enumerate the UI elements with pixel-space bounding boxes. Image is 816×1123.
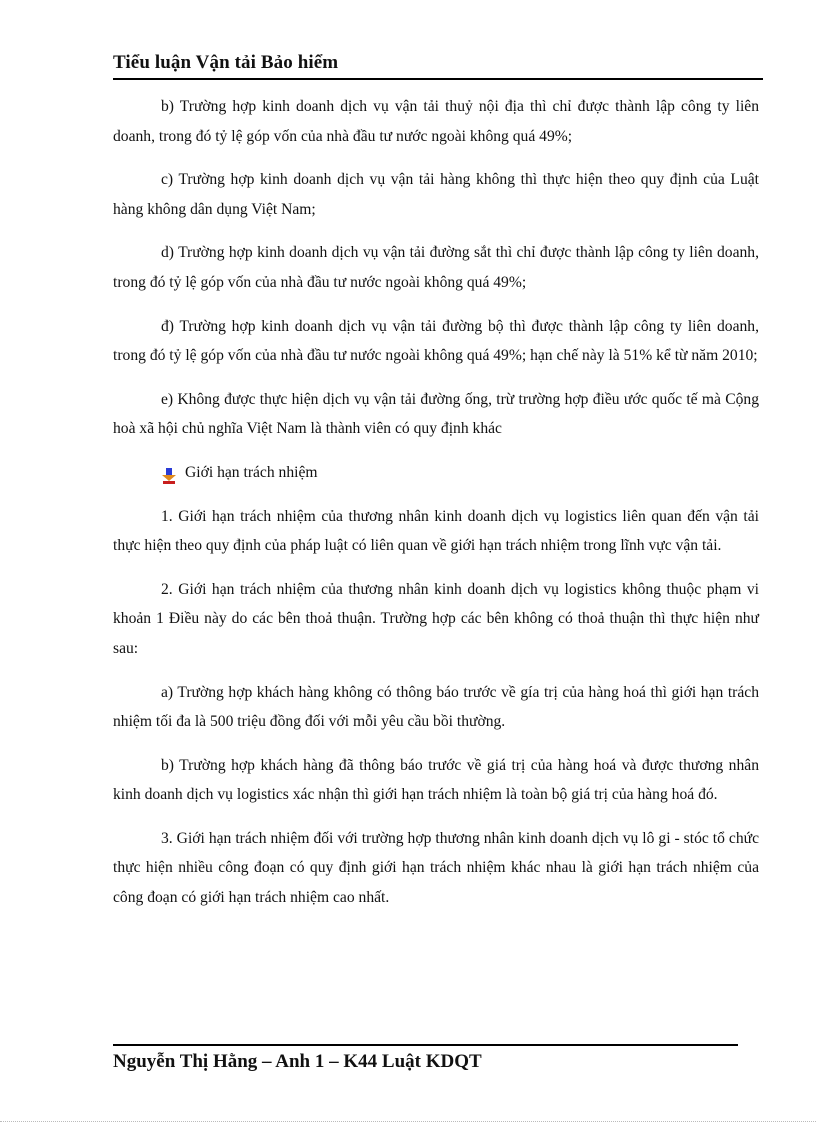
paragraph: d) Trường hợp kinh doanh dịch vụ vận tải đường sắt thì chỉ được thành lập công ty liên doanh, trong đó tỷ lệ góp vốn của nhà đầu tư nước ngoài không quá 49%; <box>113 244 759 291</box>
paragraph: 3. Giới hạn trách nhiệm đối với trường hợp thương nhân kinh doanh dịch vụ lô gi - stóc tổ chức thực hiện nhiều công đoạn có quy định giới hạn trách nhiệm khác nhau là giới hạn trách nhiệm của công đoạn có giới hạn trách nhiệm cao nhất. <box>113 829 759 907</box>
paragraph: b) Trường hợp khách hàng đã thông báo trước về giá trị của hàng hoá và được thương nhân kinh doanh dịch vụ logistics xác nhận thì giới hạn trách nhiệm là toàn bộ giá trị của hàng hoá đó. <box>113 756 759 804</box>
section-heading <box>113 458 759 488</box>
document-body <box>113 92 759 913</box>
arrow-down-bullet-icon <box>161 465 177 481</box>
footer-author: Nguyễn Thị Hằng – Anh 1 – K44 Luật KDQT <box>113 1051 482 1072</box>
page-footer <box>113 1044 738 1072</box>
header-title: Tiểu luận Vận tải Bảo hiểm <box>113 52 339 73</box>
paragraph: c) Trường hợp kinh doanh dịch vụ vận tải hàng không thì thực hiện theo quy định của Luật hàng không dân dụng Việt Nam; <box>113 171 759 218</box>
paragraph: 2. Giới hạn trách nhiệm của thương nhân kinh doanh dịch vụ logistics không thuộc phạm vi khoản 1 Điều này do các bên thoả thuận. Trường hợp các bên không có thoả thuận thì thực hiện như sau: <box>113 580 759 657</box>
section-heading-label: Giới hạn trách nhiệm <box>185 463 318 481</box>
paragraph: a) Trường hợp khách hàng không có thông báo trước về gía trị của hàng hoá thì giới hạn trách nhiệm tối đa là 500 triệu đồng đối với mỗi yêu cầu bồi thường. <box>113 683 759 731</box>
paragraph: đ) Trường hợp kinh doanh dịch vụ vận tải đường bộ thì được thành lập công ty liên doanh, trong đó tỷ lệ góp vốn của nhà đầu tư nước ngoài không quá 49%; hạn chế này là 51% kể từ năm 2010; <box>113 317 759 365</box>
page-header <box>113 48 763 80</box>
paragraph: b) Trường hợp kinh doanh dịch vụ vận tải thuỷ nội địa thì chỉ được thành lập công ty liên doanh, trong đó tỷ lệ góp vốn của nhà đầu tư nước ngoài không quá 49%; <box>113 98 759 145</box>
paragraph: e) Không được thực hiện dịch vụ vận tải đường ống, trừ trường hợp điều ước quốc tế mà Cộng hoà xã hội chủ nghĩa Việt Nam là thành viên có quy định khác <box>113 390 759 438</box>
page-bottom-edge <box>0 1121 816 1122</box>
paragraph: 1. Giới hạn trách nhiệm của thương nhân kinh doanh dịch vụ logistics liên quan đến vận tải thực hiện theo quy định của pháp luật có liên quan về giới hạn trách nhiệm trong lĩnh vực vận tải. <box>113 507 759 555</box>
